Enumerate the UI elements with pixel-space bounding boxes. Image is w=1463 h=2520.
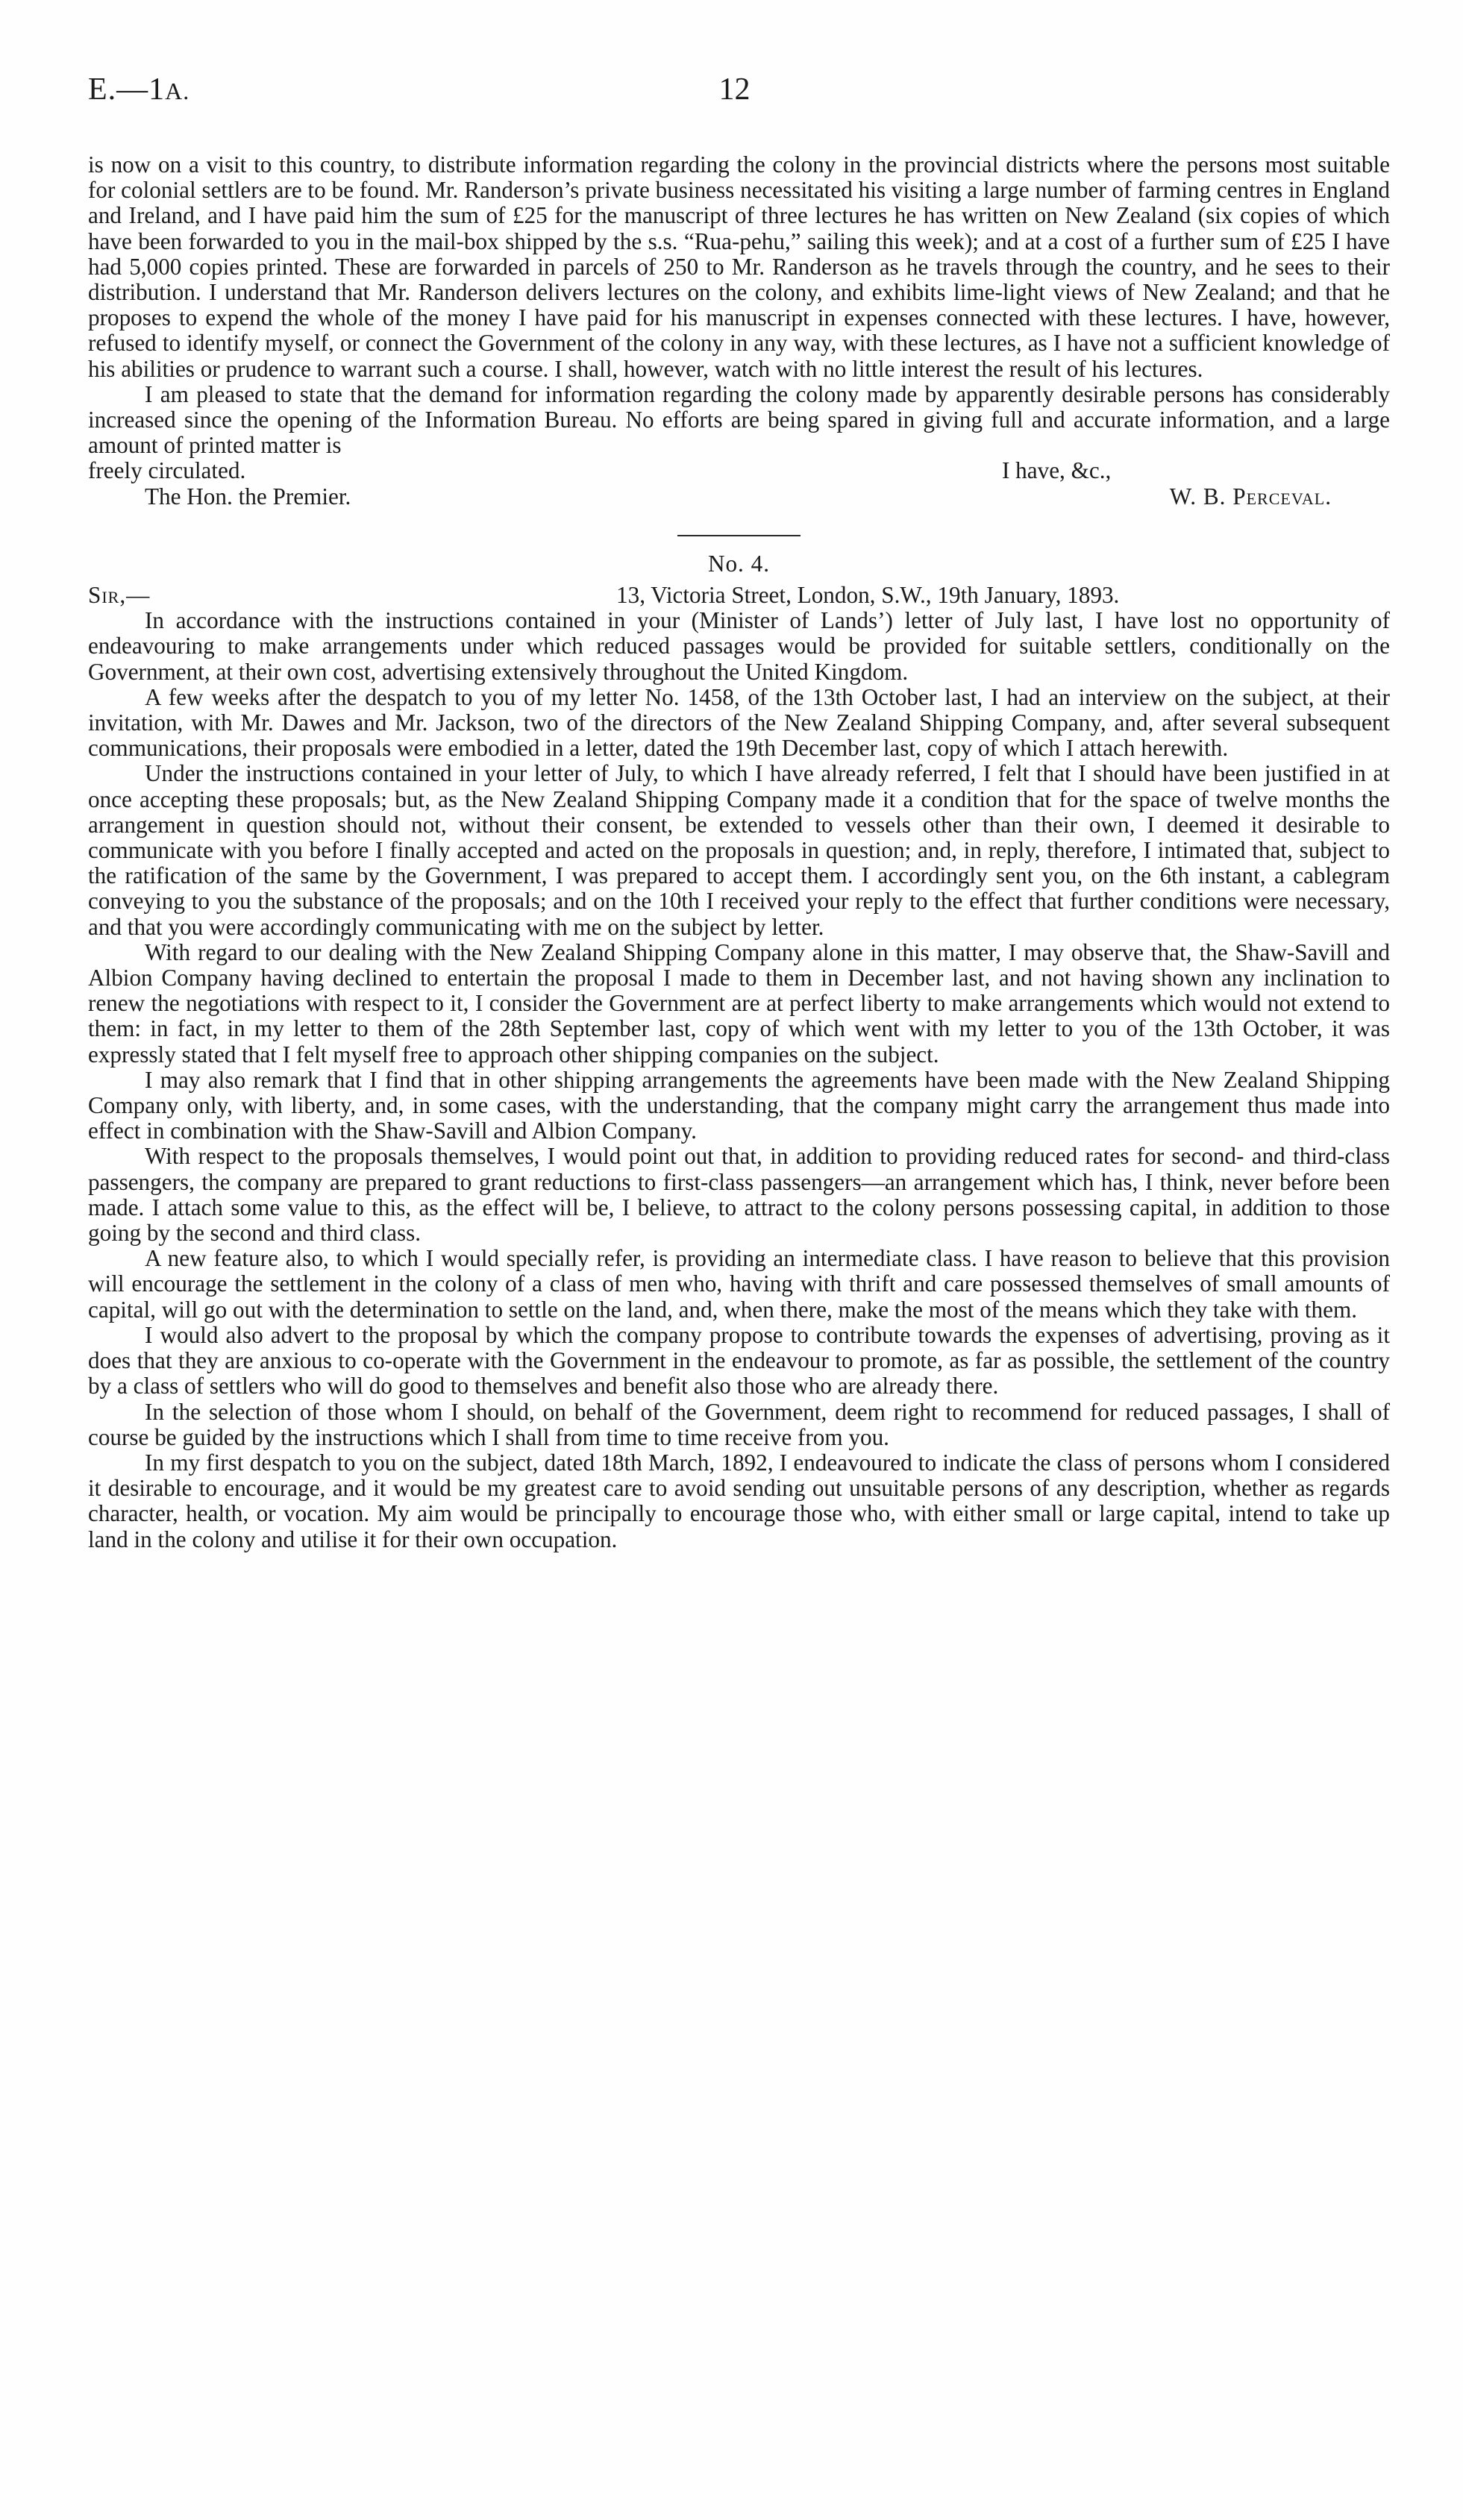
page-number: 12 [718, 72, 751, 107]
page-header [88, 72, 1381, 116]
letter-4-paragraph: In accordance with the instructions contained in your (Minister of Lands’) letter of July last, I have lost no opportunity of endeavouring to make arrangements under which reduced passages would be provided for suitable settlers, conditionally on the Government, at their own cost, advertising extensively throughout the United Kingdom. [88, 607, 1390, 685]
letter-number: No. 4. [707, 550, 771, 577]
letter-4-paragraph: With regard to our dealing with the New Zealand Shipping Company alone in this matter, I may observe that, the Shaw-Savill and Albion Company having declined to entertain the proposal I made to them in December last, and not having shown any inclination to renew the negotiations with respect to it, I consider the Government are at perfect liberty to make arrangements which would not extend to them: in fact, in my letter to them of the 28th September last, copy of which went with my letter to you of the 13th October, it was expressly stated that I felt myself free to approach other shipping companies on the subject. [88, 938, 1390, 1068]
letter-4 [88, 551, 1390, 1552]
section-divider [677, 535, 801, 536]
letter-4-paragraph: A few weeks after the despatch to you of my letter No. 1458, of the 13th October last, I had an interview on the subject, at their invitation, with Mr. Dawes and Mr. Jackson, two of the directors of the New Zealand Shipping Company, and, after several subsequent communications, their proposals were embodied in a letter, dated the 19th December last, copy of which I attach herewith. [88, 683, 1390, 762]
document-code-suffix: A. [165, 78, 190, 104]
letter-3-paragraph: I am pleased to state that the demand for information regarding the colony made by apparently desirable persons has considerably increased since the opening of the Information Bureau. No efforts are being spared in giving full and accurate information, and a large amount of printed matter is [88, 380, 1390, 459]
valediction: I have, &c., [1002, 457, 1112, 484]
addressee: The Hon. the Premier. [145, 483, 351, 510]
document-code-main: E.—1 [88, 72, 166, 107]
letter-4-paragraph: I would also advert to the proposal by which the company propose to contribute towards the expenses of advertising, proving as it does that they are anxious to co-operate with the Government in the endeavour to promote, as far as possible, the settlement of the country by a class of settlers who will do good to themselves and benefit also those who are already there. [88, 1321, 1390, 1400]
salutation: Sir,— [88, 582, 151, 609]
signature: W. B. Perceval. [1169, 483, 1332, 510]
letter-3-paragraph: is now on a visit to this country, to distribute information regarding the colony in the provincial districts where the persons most suitable for colonial settlers are to be found. Mr. Randerson’s private business necessitated his visiting a large number of farming centres in England and Ireland, and I have paid him the sum of £25 for the manuscript of three lectures he has written on New Zealand (six copies of which have been forwarded to you in the mail-box shipped by the s.s. “Rua-pehu,” sailing this week); and at a cost of a further sum of £25 I have had 5,000 copies printed. These are forwarded in parcels of 250 to Mr. Randerson as he travels through the country, and he sees to their distribution. I understand that Mr. Randerson delivers lectures on the colony, and exhibits lime-light views of New Zealand; and that he proposes to expend the whole of the money I have paid for his manuscript in expenses connected with these lectures. I have, however, refused to identify myself, or connect the Government of the colony in any way, with these lectures, as I have not a sufficient knowledge of his abilities or prudence to warrant such a course. I shall, however, watch with no little interest the result of his lectures. [88, 151, 1390, 382]
letter-4-paragraph: A new feature also, to which I would specially refer, is providing an intermediate class. I have reason to believe that this provision will encourage the settlement in the colony of a class of men who, having with thrift and care possessed themselves of small amounts of capital, will go out with the determination to settle on the land, and, when there, make the most of the means which they take with them. [88, 1245, 1390, 1323]
letter-4-paragraph: I may also remark that I find that in other shipping arrangements the agreements have been made with the New Zealand Shipping Company only, with liberty, and, in some cases, with the understanding, that the company might carry the arrangement thus made into effect in combination with the Shaw-Savill and Albion Company. [88, 1066, 1390, 1144]
page-body [88, 152, 1390, 1552]
closing-text: freely circulated. [88, 457, 246, 484]
letter-4-paragraph: Under the instructions contained in your letter of July, to which I have already referred, I felt that I should have been justified in at once accepting these proposals; but, as the New Zealand Shipping Company made it a condition that for the space of twelve months the arrangement in question should not, without their consent, be extended to vessels other than their own, I deemed it desirable to communicate with you before I finally accepted and acted on the proposals in question; and, in reply, therefore, I intimated that, subject to the ratification of the same by the Government, I was prepared to accept them. I accordingly sent you, on the 6th instant, a cablegram conveying to you the substance of the proposals; and on the 10th I received your reply to the effect that further conditions were necessary, and that you were accordingly communicating with me on the subject by letter. [88, 760, 1390, 940]
letter-3-closing [88, 458, 1390, 483]
letter-4-paragraph: In my first despatch to you on the subject, dated 18th March, 1892, I endeavoured to indicate the class of persons whom I considered it desirable to encourage, and it would be my greatest care to avoid sending out unsuitable persons of any description, whether as regards character, health, or vocation. My aim would be principally to encourage those who, with either small or large capital, intend to take up land in the colony and utilise it for their own occupation. [88, 1449, 1390, 1552]
letter-3-signature-row [88, 484, 1390, 510]
letter-4-paragraph: With respect to the proposals themselves, I would point out that, in addition to providing reduced rates for second- and third-class passengers, the company are prepared to grant reductions to first-class passengers—an arrangement which has, I think, never before been made. I attach some value to this, as the effect will be, I believe, to attract to the colony persons possessing capital, in addition to those going by the second and third class. [88, 1143, 1390, 1247]
letter-4-paragraph: In the selection of those whom I should, on behalf of the Government, deem right to recommend for reduced passages, I shall of course be guided by the instructions which I shall from time to time receive from you. [88, 1398, 1390, 1450]
address-date: 13, Victoria Street, London, S.W., 19th January, 1893. [616, 582, 1120, 609]
letter-4-heading [88, 583, 1390, 608]
letter-3-continuation [88, 152, 1390, 510]
